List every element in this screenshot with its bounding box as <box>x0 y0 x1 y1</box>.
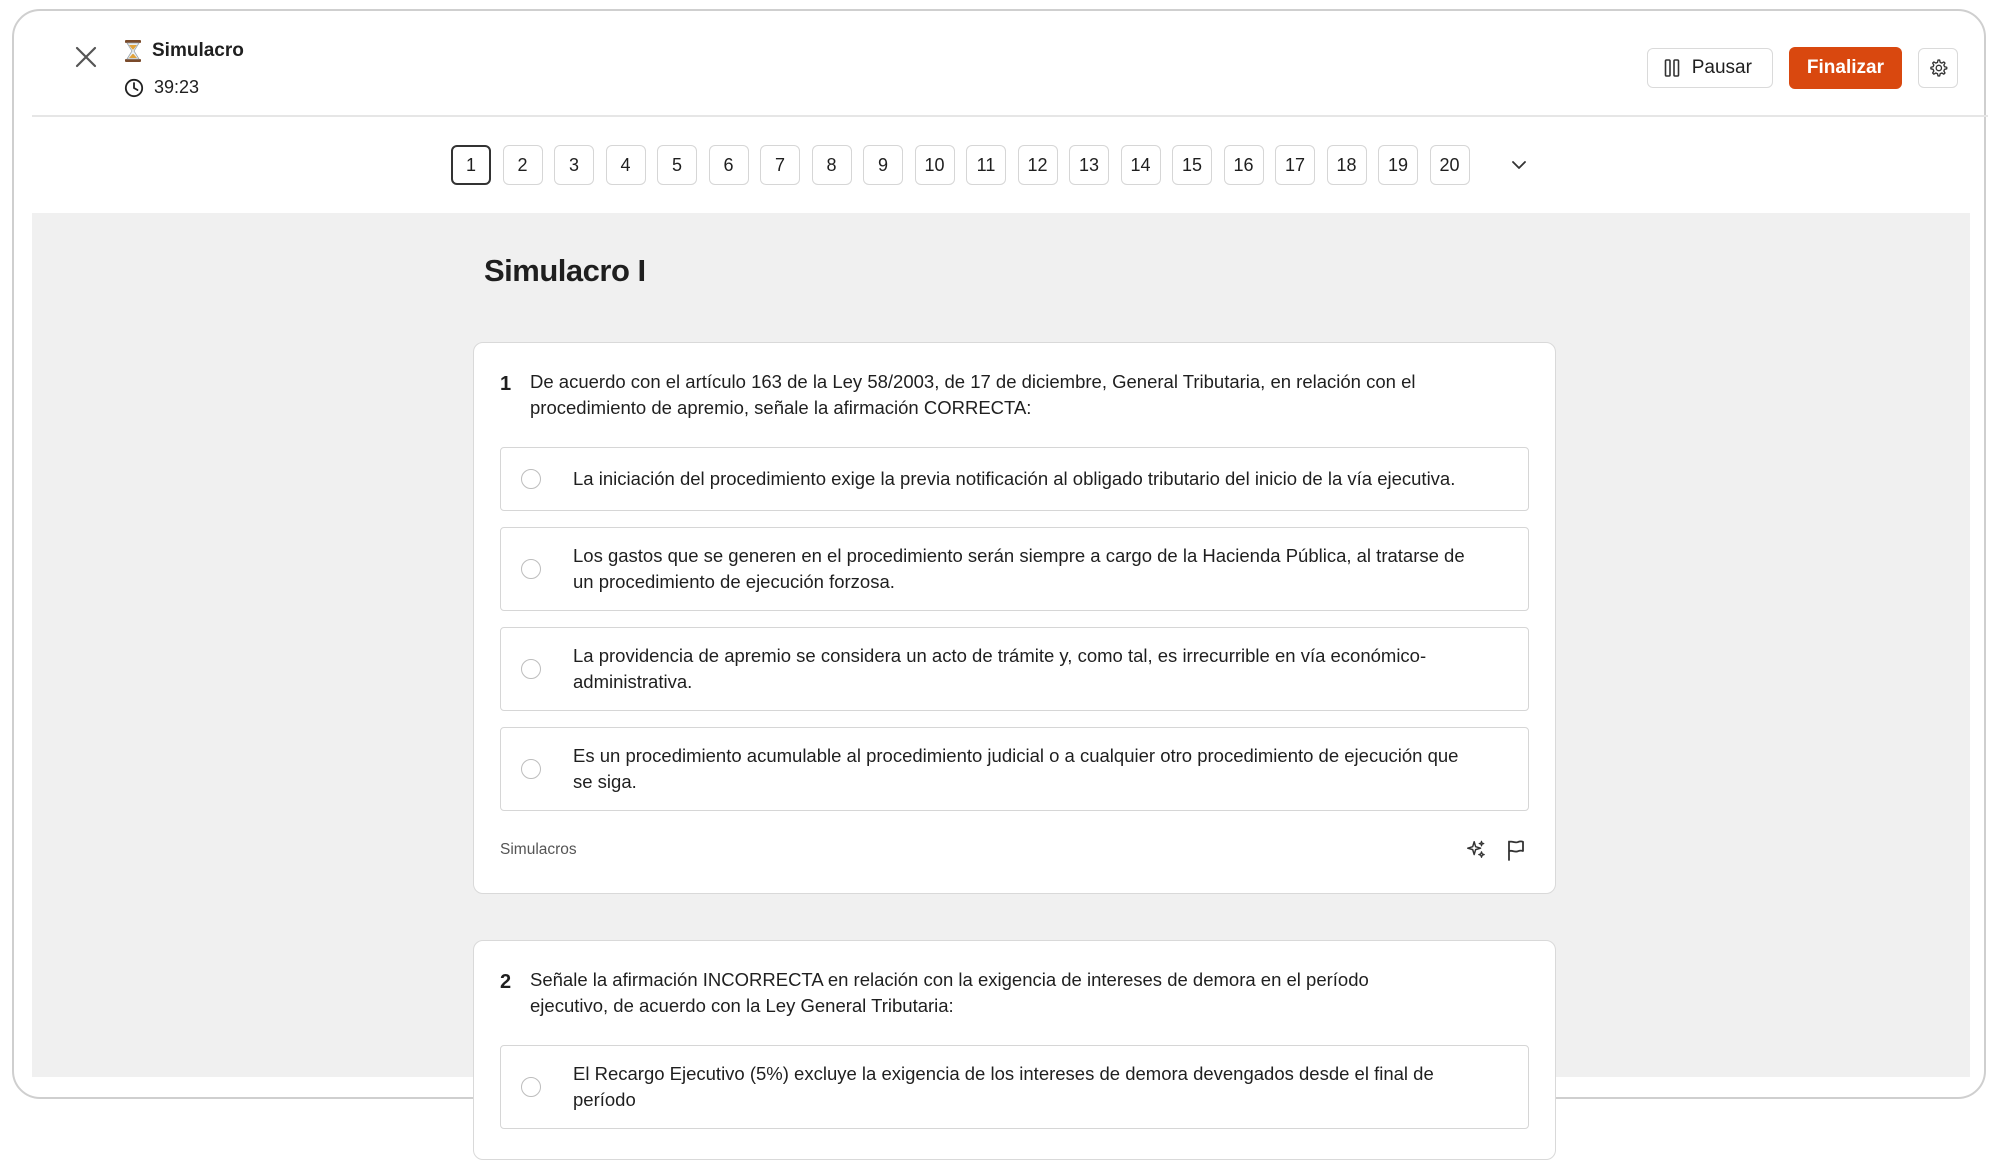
question-footer <box>474 811 1555 893</box>
exam-title: Simulacro I <box>484 253 646 288</box>
answer-option[interactable] <box>500 527 1529 611</box>
page-button-14[interactable]: 14 <box>1121 145 1161 185</box>
ai-explain-button[interactable] <box>1463 837 1489 863</box>
pause-button[interactable] <box>1647 48 1773 88</box>
page-button-5[interactable]: 5 <box>657 145 697 185</box>
header-actions <box>1647 47 1958 89</box>
answer-option[interactable] <box>500 627 1529 711</box>
pause-icon <box>1664 59 1680 77</box>
page-button-1[interactable]: 1 <box>451 145 491 185</box>
close-icon <box>75 46 97 68</box>
page-button-20[interactable]: 20 <box>1430 145 1470 185</box>
page-button-16[interactable]: 16 <box>1224 145 1264 185</box>
page-list <box>451 145 1535 185</box>
page-button-13[interactable]: 13 <box>1069 145 1109 185</box>
sparkles-icon <box>1465 839 1487 861</box>
timer-value: 39:23 <box>154 77 200 97</box>
page-button-7[interactable]: 7 <box>760 145 800 185</box>
question-header <box>474 941 1555 1019</box>
question-text: De acuerdo con el artículo 163 de la Ley 58/2003, de 17 de diciembre, General Tributaria, en relación con el procedimiento de apremio, señale la afirmación CORRECTA: <box>530 371 1416 418</box>
radio-button[interactable] <box>521 759 541 779</box>
test-title-row <box>124 39 244 63</box>
page-button-17[interactable]: 17 <box>1275 145 1315 185</box>
page-button-19[interactable]: 19 <box>1378 145 1418 185</box>
timer <box>124 77 199 98</box>
answer-text: Es un procedimiento acumulable al procedimiento judicial o a cualquier otro procedimiento de ejecución que se siga. <box>573 745 1459 792</box>
answer-options <box>474 421 1555 811</box>
gear-icon <box>1928 58 1948 78</box>
question-tag: Simulacros <box>500 841 577 858</box>
test-title: Simulacro <box>152 40 244 61</box>
page-button-6[interactable]: 6 <box>709 145 749 185</box>
radio-button[interactable] <box>521 469 541 489</box>
page-button-8[interactable]: 8 <box>812 145 852 185</box>
page-button-9[interactable]: 9 <box>863 145 903 185</box>
page-button-18[interactable]: 18 <box>1327 145 1367 185</box>
radio-button[interactable] <box>521 559 541 579</box>
settings-button[interactable] <box>1918 48 1958 88</box>
page-button-15[interactable]: 15 <box>1172 145 1212 185</box>
app-window <box>12 9 1986 1110</box>
hourglass-icon <box>124 39 142 63</box>
answer-option[interactable] <box>500 447 1529 511</box>
question-pagination <box>14 117 1988 213</box>
answer-option[interactable] <box>500 1045 1529 1129</box>
answer-option[interactable] <box>500 727 1529 811</box>
answer-text: El Recargo Ejecutivo (5%) excluye la exigencia de los intereses de demora devengados desde el final de período <box>573 1063 1434 1110</box>
expand-pages-button[interactable] <box>1503 149 1535 181</box>
question-header <box>474 343 1555 421</box>
answer-text: La providencia de apremio se considera un acto de trámite y, como tal, es irrecurrible en vía económico-administrativa. <box>573 645 1427 692</box>
question-card <box>473 940 1556 1160</box>
answer-text: Los gastos que se generen en el procedimiento serán siempre a cargo de la Hacienda Pública, al tratarse de un procedimiento de ejecución forzosa. <box>573 545 1465 592</box>
report-button[interactable] <box>1503 837 1529 863</box>
top-bar <box>32 11 1988 117</box>
page-button-11[interactable]: 11 <box>966 145 1006 185</box>
flag-icon <box>1506 839 1526 861</box>
finish-button[interactable]: Finalizar <box>1789 47 1902 89</box>
page-button-10[interactable]: 10 <box>915 145 955 185</box>
chevron-down-icon <box>1511 160 1527 170</box>
page-button-2[interactable]: 2 <box>503 145 543 185</box>
question-number: 2 <box>500 971 512 993</box>
page-button-4[interactable]: 4 <box>606 145 646 185</box>
pause-label: Pausar <box>1691 57 1752 78</box>
question-card <box>473 342 1556 894</box>
question-actions <box>1463 837 1529 863</box>
question-text: Señale la afirmación INCORRECTA en relación con la exigencia de intereses de demora en el período ejecutivo, de acuerdo con la Ley General Tributaria: <box>530 969 1369 1016</box>
exam-content <box>32 213 1970 1110</box>
question-number: 1 <box>500 373 512 395</box>
close-button[interactable] <box>70 41 102 73</box>
answer-text: La iniciación del procedimiento exige la previa notificación al obligado tributario del inicio de la vía ejecutiva. <box>573 468 1456 489</box>
answer-options <box>474 1019 1555 1129</box>
radio-button[interactable] <box>521 1077 541 1097</box>
radio-button[interactable] <box>521 659 541 679</box>
page-button-12[interactable]: 12 <box>1018 145 1058 185</box>
clock-icon <box>124 78 144 98</box>
page-button-3[interactable]: 3 <box>554 145 594 185</box>
